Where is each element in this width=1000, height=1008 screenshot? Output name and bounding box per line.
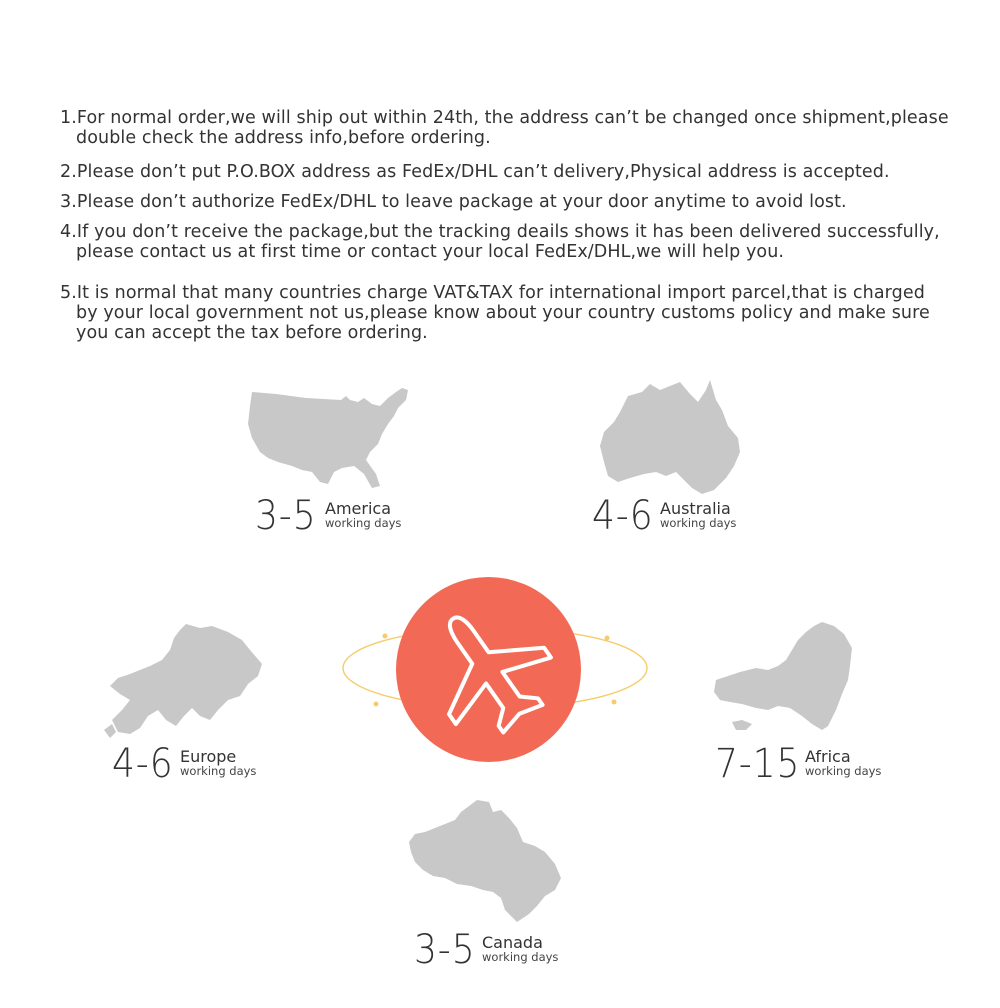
region-subtitle: working days — [660, 516, 737, 530]
note-2: 2.Please don’t put P.O.BOX address as FedEx/DHL can’t delivery,Physical address is accepted. — [60, 162, 890, 182]
region-subtitle: working days — [482, 950, 559, 964]
note-4: 4.If you don’t receive the package,but the tracking deails shows it has been delivered successfully, please contact us at first time or contact your local FedEx/DHL,we will help you. — [60, 222, 940, 262]
region-subtitle: working days — [180, 764, 257, 778]
region-name: Africa — [805, 747, 851, 766]
region-name: America — [325, 499, 391, 518]
region-america — [255, 493, 415, 539]
region-australia — [592, 493, 752, 539]
delivery-days: 3-5 — [414, 927, 476, 973]
delivery-days: 4-6 — [592, 493, 654, 539]
africa-map — [712, 620, 857, 740]
region-subtitle: working days — [325, 516, 402, 530]
delivery-days: 3-5 — [255, 493, 317, 539]
canada-map — [405, 798, 565, 928]
region-subtitle: working days — [805, 764, 882, 778]
note-1: 1.For normal order,we will ship out within 24th, the address can’t be changed once shipment,please double check the address info,before ordering. — [60, 108, 949, 148]
region-europe — [112, 741, 272, 787]
note-5: 5.It is normal that many countries charge VAT&TAX for international import parcel,that is charged by your local government not us,please know about your country customs policy and make sure you can accept the tax before ordering. — [60, 283, 930, 343]
region-name: Australia — [660, 499, 731, 518]
region-name: Europe — [180, 747, 237, 766]
plane-badge — [396, 577, 581, 762]
australia-map — [598, 380, 743, 500]
usa-map — [246, 386, 411, 496]
note-3: 3.Please don’t authorize FedEx/DHL to leave package at your door anytime to avoid lost. — [60, 192, 847, 212]
region-canada — [414, 927, 574, 973]
delivery-days: 4-6 — [112, 741, 174, 787]
region-name: Canada — [482, 933, 543, 952]
region-africa — [715, 741, 895, 787]
europe-map — [100, 620, 265, 740]
delivery-days: 7-15 — [715, 741, 801, 787]
airplane-icon — [396, 577, 581, 762]
